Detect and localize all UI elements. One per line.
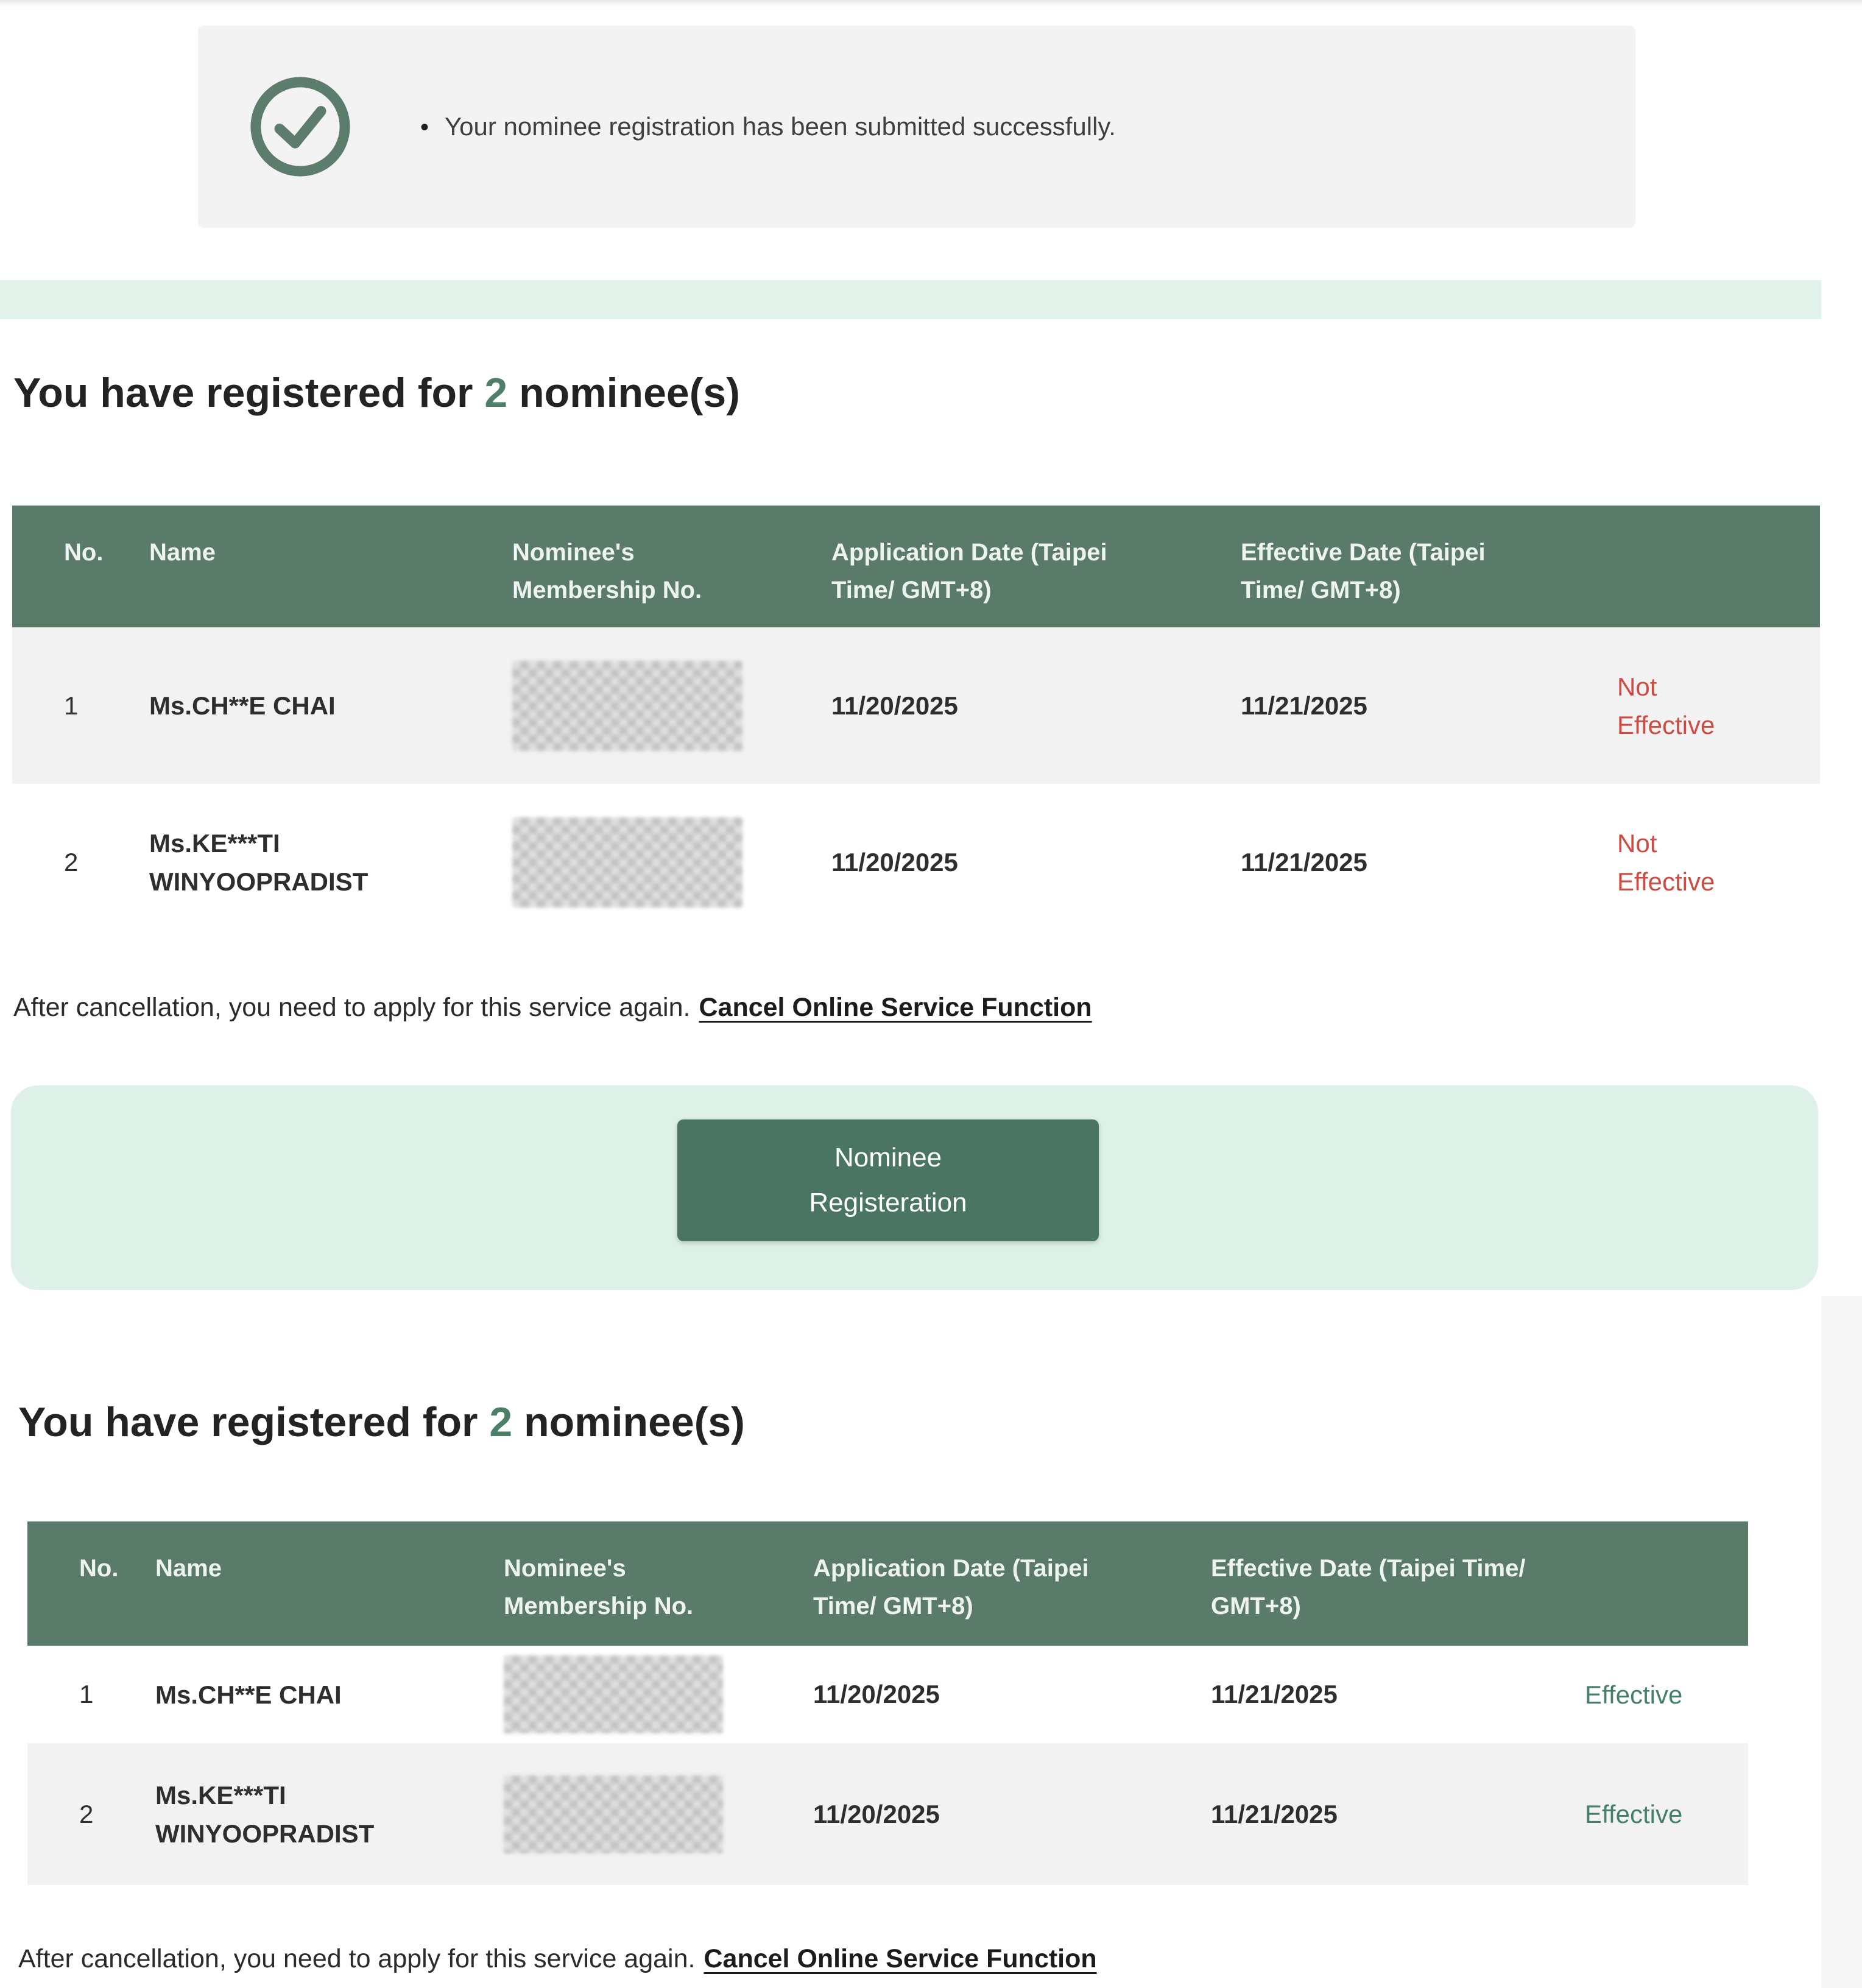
registered-count-heading-1 (13, 369, 740, 417)
cell-no: 2 (64, 847, 79, 876)
heading-prefix: You have registered for (13, 370, 485, 416)
heading-prefix: You have registered for (18, 1399, 490, 1445)
col-header-name: Name (155, 1555, 222, 1582)
success-banner (198, 26, 1635, 228)
nominee-table-pending (12, 506, 1820, 940)
nominee-registration-button-label: Nominee Registeration (809, 1143, 967, 1218)
cell-no: 1 (79, 1680, 94, 1708)
cancellation-note-text: After cancellation, you need to apply for this service again. (13, 993, 691, 1022)
mint-divider-band (0, 280, 1821, 319)
cell-name: Ms.KE***TI WINYOOPRADIST (155, 1780, 375, 1848)
cancel-online-service-link[interactable]: Cancel Online Service Function (704, 1944, 1097, 1973)
col-header-membership: Nominee's Membership No. (512, 539, 702, 604)
table-header-row (27, 1521, 1748, 1646)
check-circle-icon (249, 75, 352, 178)
cell-application-date: 11/20/2025 (831, 691, 958, 720)
heading-suffix: nominee(s) (507, 370, 740, 416)
success-message-text: Your nominee registration has been submitted successfully. (445, 112, 1116, 141)
nominee-table-effective (27, 1521, 1748, 1885)
col-header-name: Name (149, 539, 216, 566)
table-row (12, 784, 1820, 940)
cell-name: Ms.CH**E CHAI (155, 1680, 342, 1709)
cell-effective-date: 11/21/2025 (1211, 1799, 1338, 1828)
col-header-status (1585, 1521, 1748, 1646)
cell-name: Ms.KE***TI WINYOOPRADIST (149, 828, 369, 896)
registered-count-heading-2 (18, 1398, 745, 1446)
status-badge: Not Effective (1617, 828, 1715, 896)
nominee-registration-button[interactable] (677, 1119, 1099, 1241)
status-badge: Effective (1585, 1800, 1683, 1828)
cancellation-note (18, 1944, 1097, 1974)
heading-count: 2 (484, 370, 508, 416)
redacted-membership-number (504, 1775, 723, 1853)
cancellation-note-text: After cancellation, you need to apply for this service again. (18, 1944, 696, 1973)
col-header-status (1617, 506, 1820, 627)
col-header-no: No. (79, 1555, 119, 1582)
redacted-membership-number (504, 1655, 723, 1733)
col-header-membership: Nominee's Membership No. (504, 1555, 694, 1620)
col-header-application-date: Application Date (Taipei Time/ GMT+8) (813, 1555, 1089, 1620)
table-header-row (12, 506, 1820, 627)
status-badge: Effective (1585, 1680, 1683, 1709)
table-row (27, 1743, 1748, 1885)
table-row (12, 627, 1820, 784)
cell-effective-date: 11/21/2025 (1211, 1680, 1338, 1708)
col-header-effective-date: Effective Date (Taipei Time/ GMT+8) (1211, 1555, 1526, 1620)
heading-suffix: nominee(s) (512, 1399, 745, 1445)
cell-application-date: 11/20/2025 (813, 1799, 940, 1828)
page-top-divider (0, 0, 1862, 5)
cell-effective-date: 11/21/2025 (1241, 691, 1367, 720)
table-row (27, 1646, 1748, 1743)
cell-no: 2 (79, 1799, 94, 1828)
cell-application-date: 11/20/2025 (831, 847, 958, 876)
cell-effective-date: 11/21/2025 (1241, 847, 1367, 876)
cancellation-note (13, 993, 1092, 1023)
right-page-gutter (1821, 1296, 1862, 1988)
redacted-membership-number (512, 817, 742, 908)
cell-application-date: 11/20/2025 (813, 1680, 940, 1708)
heading-count: 2 (489, 1399, 513, 1445)
redacted-membership-number (512, 661, 742, 751)
col-header-effective-date: Effective Date (Taipei Time/ GMT+8) (1241, 539, 1486, 604)
bullet-marker: • (420, 114, 429, 141)
cell-name: Ms.CH**E CHAI (149, 691, 336, 720)
cancel-online-service-link[interactable]: Cancel Online Service Function (699, 993, 1092, 1022)
cell-no: 1 (64, 691, 79, 720)
status-badge: Not Effective (1617, 672, 1715, 739)
success-message (420, 112, 1116, 141)
col-header-application-date: Application Date (Taipei Time/ GMT+8) (831, 539, 1107, 604)
col-header-no: No. (64, 539, 104, 566)
